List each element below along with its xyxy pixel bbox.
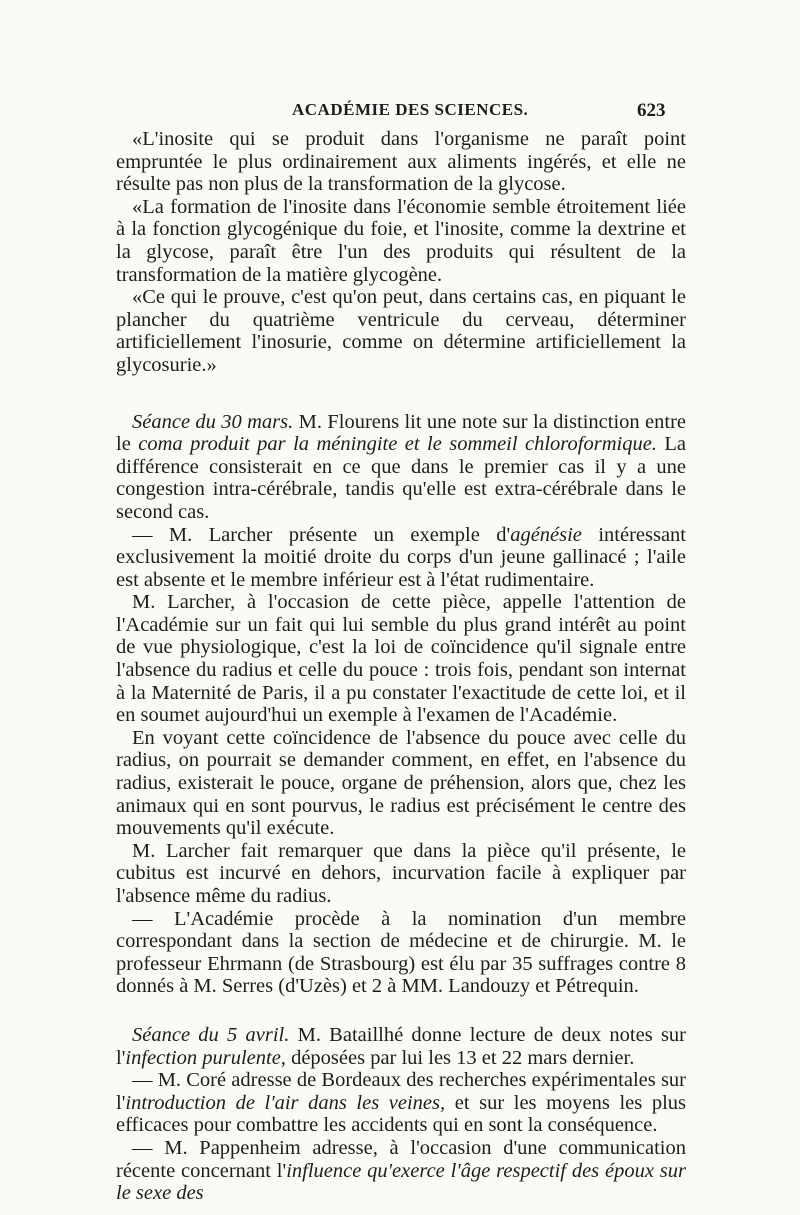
paragraph-agenesie: — M. Larcher présente un exemple d'agénésie intéressant exclusivement la moitié droite du corps d'un jeune gallinacé ; l'aile est absente et le membre inférieur est à l'état rudimentaire. xyxy=(116,523,686,591)
session-date: Séance du 30 mars. xyxy=(132,410,294,433)
paragraph-coincidence: En voyant cette coïncidence de l'absence du pouce avec celle du radius, on pourrait se demander comment, en effet, en l'absence du radius, existerait le pouce, organe de préhension, alors que, chez les animaux qui en sont pourvus, le radius est précisément le centre des mouvements qu'il exécute. xyxy=(116,726,686,840)
term-italic: agénésie xyxy=(510,523,582,546)
paragraph-larcher-loi: M. Larcher, à l'occasion de cette pièce, appelle l'attention de l'Académie sur un fait qui lui semble du plus grand intérêt au point de vue physiologique, c'est la loi de coïncidence qu'il signale entre l'absence du radius et celle du pouce : trois fois, pendant son internat à la Maternité de Paris, il a pu constater l'exactitude de cette loi, et il en soumet aujourd'hui un exemple à l'examen de l'Académie. xyxy=(116,591,686,727)
note-title: introduction de l'air dans les veines, xyxy=(125,1091,446,1114)
paragraph-nomination: — L'Académie procède à la nomination d'un membre correspondant dans la section de médecine et de chirurgie. M. le professeur Ehrmann (de Strasbourg) est élu par 35 suffrages contre 8 donnés à M. Serres (d'Uzès) et 2 à MM. Landouzy et Pétrequin. xyxy=(116,907,686,998)
paragraph-inosurie: «Ce qui le prouve, c'est qu'on peut, dans certains cas, en piquant le plancher du quatrième ventricule du cerveau, déterminer artificiellement l'inosurie, comme on détermine artificiellement la glycosurie.» xyxy=(116,286,686,376)
paragraph-pappenheim: — M. Pappenheim adresse, à l'occasion d'une communication récente concernant l'influence qu'exerce l'âge respectif des époux sur le sexe des xyxy=(116,1136,687,1205)
paragraph-cubitus: M. Larcher fait remarquer que dans la pièce qu'il présente, le cubitus est incurvé en dehors, incurvation facile à expliquer par l'absence même du radius. xyxy=(116,839,686,907)
note-title: coma produit par la méningite et le sommeil chloroformique. xyxy=(138,433,657,456)
paragraph-inosite-origin: «L'inosite qui se produit dans l'organisme ne paraît point empruntée le plus ordinairement aux aliments ingérés, et elle ne résulte pas non plus de la transformation de la glycose. xyxy=(116,128,686,196)
paragraph-core: — M. Coré adresse de Bordeaux des recherches expérimentales sur l'introduction de l'air dans les veines, et sur les moyens les plus efficaces pour combattre les accidents qui en sont la conséquence. xyxy=(116,1069,687,1137)
paragraph-inosite-formation: «La formation de l'inosite dans l'économie semble étroitement liée à la fonction glycogénique du foie, et l'inosite, comme la dextrine et la glycose, paraît être l'un des produits qui résultent de la transformation de la matière glycogène. xyxy=(116,195,686,286)
paragraph-seance-30-mars: Séance du 30 mars. M. Flourens lit une note sur la distinction entre le coma produit par la méningite et le sommeil chloroformique. La différence consisterait en ce que dans le premier cas il y a une congestion intra-cérébrale, tandis qu'elle est extra-cérébrale dans le second cas. xyxy=(116,410,687,523)
section-gap xyxy=(116,998,686,1024)
session-date: Séance du 5 avril. xyxy=(132,1023,290,1046)
running-title: ACADÉMIE DES SCIENCES. xyxy=(292,100,529,119)
page-header xyxy=(0,100,800,126)
paragraph-seance-5-avril: Séance du 5 avril. M. Bataillhé donne lecture de deux notes sur l'infection purulente, déposées par lui les 13 et 22 mars dernier. xyxy=(116,1023,686,1069)
body-text xyxy=(116,128,686,1205)
section-gap xyxy=(116,377,686,411)
note-title: infection purulente, xyxy=(125,1046,286,1069)
note-title: influence qu'exerce l'âge respectif des époux sur le sexe des xyxy=(116,1159,687,1205)
page-number: 623 xyxy=(637,100,666,121)
